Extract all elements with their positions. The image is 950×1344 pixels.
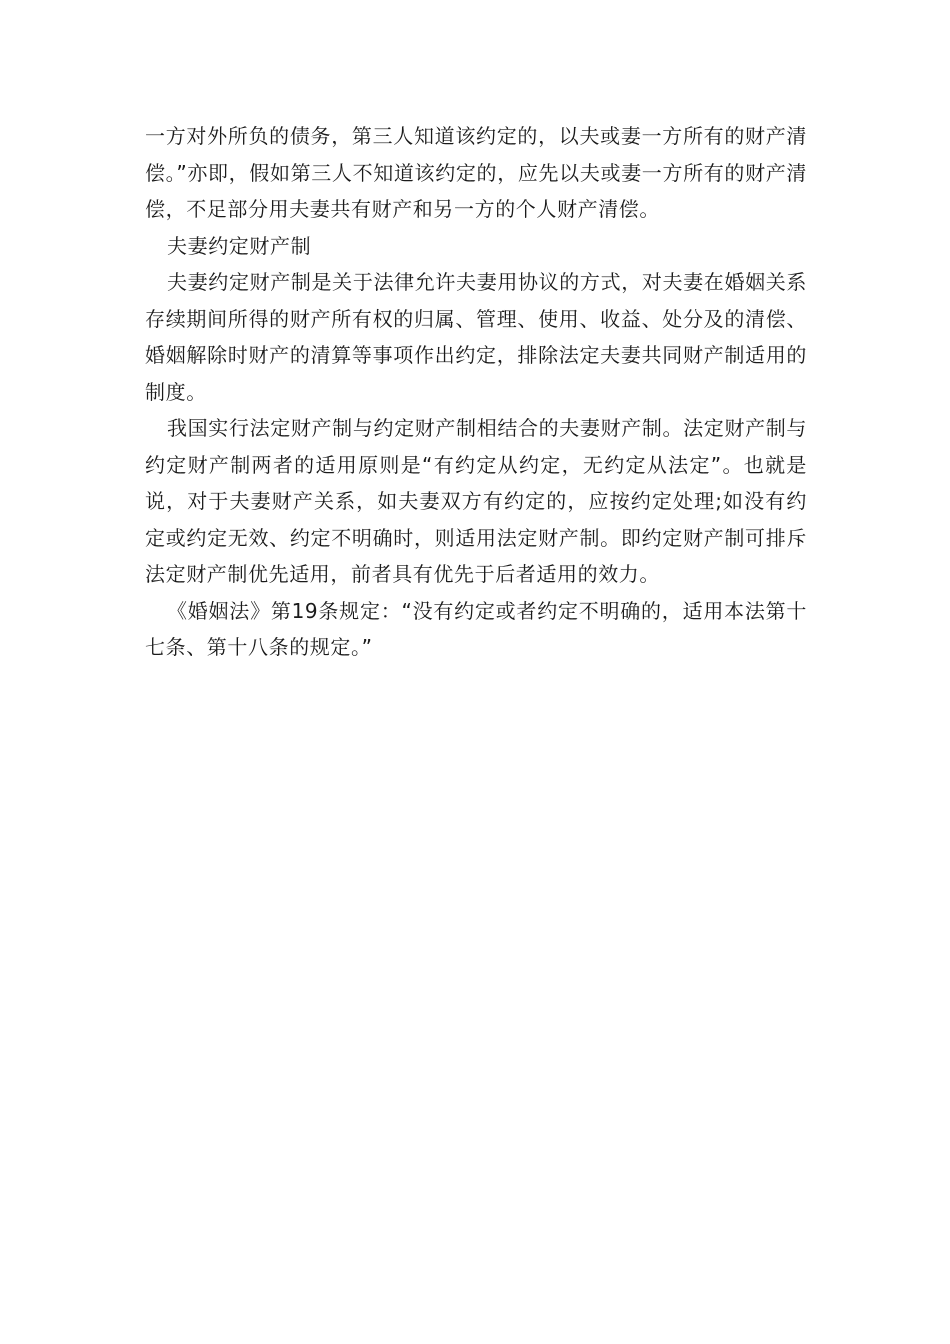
paragraph-article-19: 《婚姻法》第19条规定：“没有约定或者约定不明确的，适用本法第十七条、第十八条的规定。” <box>145 598 807 659</box>
paragraph-definition: 夫妻约定财产制是关于法律允许夫妻用协议的方式，对夫妻在婚姻关系存续期间所得的财产所有权的归属、管理、使用、收益、处分及的清偿、婚姻解除时财产的清算等事项作出约定，排除法定夫妻共同财产制适用的制度。 <box>145 270 807 404</box>
paragraph-principle: 我国实行法定财产制与约定财产制相结合的夫妻财产制。法定财产制与约定财产制两者的适用原则是“有约定从约定，无约定从法定”。也就是说，对于夫妻财产关系，如夫妻双方有约定的，应按约定处理;如没有约定或约定无效、约定不明确时，则适用法定财产制。即约定财产制可排斥法定财产制优先适用，前者具有优先于后者适用的效力。 <box>145 416 807 586</box>
section-heading: 夫妻约定财产制 <box>167 233 312 258</box>
document-body <box>145 118 807 666</box>
paragraph-continuation: 一方对外所负的债务，第三人知道该约定的，以夫或妻一方所有的财产清偿。”亦即，假如第三人不知道该约定的，应先以夫或妻一方所有的财产清偿，不足部分用夫妻共有财产和另一方的个人财产清偿。 <box>145 124 807 221</box>
